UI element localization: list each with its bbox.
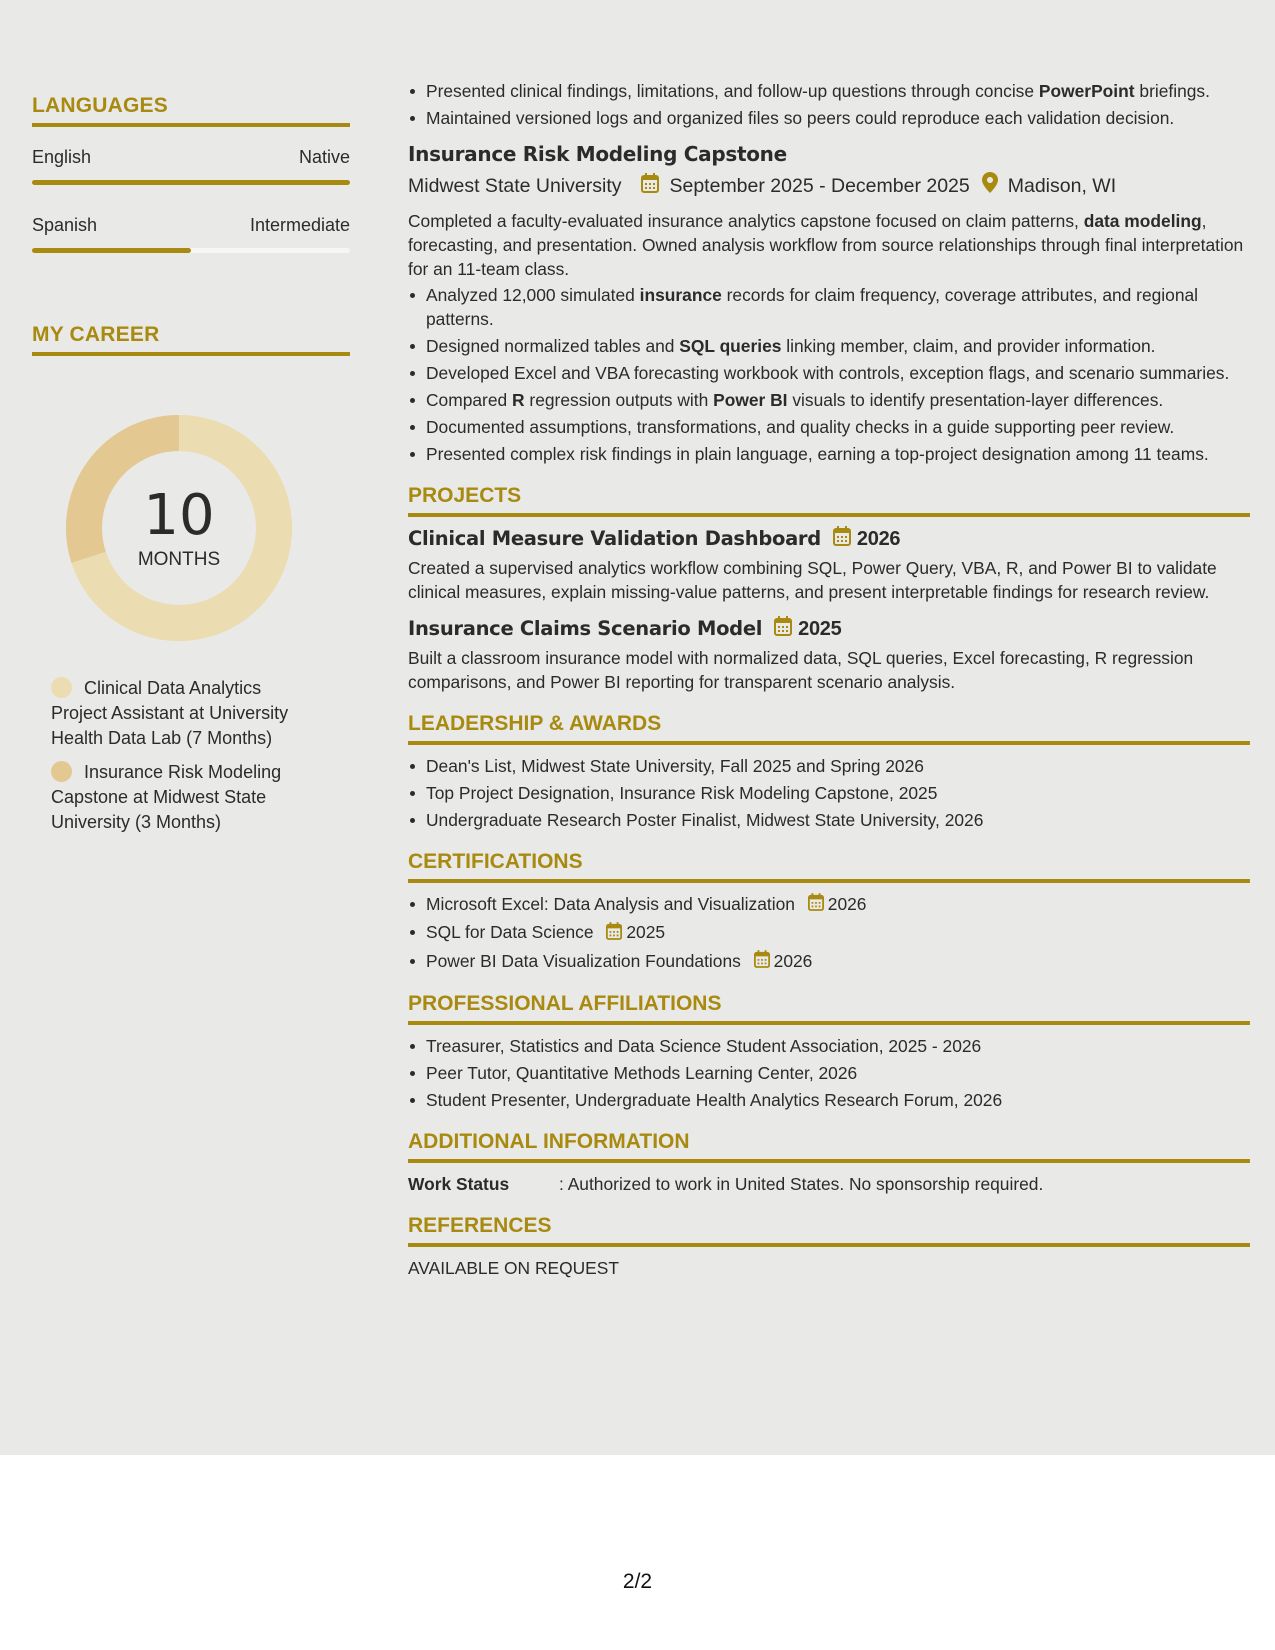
capstone-meta bbox=[408, 172, 1250, 199]
previous-role-bullets bbox=[408, 79, 1250, 130]
project-year: 2026 bbox=[856, 528, 901, 550]
certifications-heading: CERTIFICATIONS bbox=[408, 850, 1250, 883]
bullet-item: Presented complex risk findings in plain language, earning a top-project designation among 11 teams. bbox=[408, 442, 1250, 466]
languages-heading: LANGUAGES bbox=[32, 94, 350, 127]
language-proficiency-bar bbox=[32, 180, 350, 185]
additional-info-heading: ADDITIONAL INFORMATION bbox=[408, 1130, 1250, 1163]
language-level: Native bbox=[298, 147, 350, 167]
career-legend-item bbox=[51, 760, 311, 835]
calendar-icon bbox=[606, 922, 622, 946]
project-title-row bbox=[408, 526, 1250, 552]
certifications-list bbox=[408, 892, 1250, 974]
career-total-months: 10 bbox=[143, 483, 215, 548]
career-heading: MY CAREER bbox=[32, 323, 350, 356]
language-proficiency-fill bbox=[32, 248, 191, 253]
page-number: 2/2 bbox=[622, 1570, 653, 1593]
project-title: Insurance Claims Scenario Model bbox=[408, 617, 763, 640]
project-title: Clinical Measure Validation Dashboard bbox=[408, 527, 821, 550]
capstone-bullets bbox=[408, 283, 1250, 466]
calendar-icon bbox=[774, 616, 792, 642]
language-name: Spanish bbox=[32, 215, 98, 235]
capstone-title: Insurance Risk Modeling Capstone bbox=[408, 142, 787, 166]
awards-heading: LEADERSHIP & AWARDS bbox=[408, 712, 1250, 745]
bullet-item: Compared R regression outputs with Power BI visuals to identify presentation-layer differences. bbox=[408, 388, 1250, 412]
career-donut-chart bbox=[66, 415, 292, 641]
projects-heading: PROJECTS bbox=[408, 484, 1250, 517]
project-year: 2025 bbox=[798, 618, 842, 640]
list-item: Power BI Data Visualization Foundations 2026 bbox=[408, 949, 1250, 974]
work-status-row bbox=[408, 1172, 1250, 1196]
calendar-icon bbox=[641, 173, 659, 199]
bullet-item: Maintained versioned logs and organized files so peers could reproduce each validation decision. bbox=[408, 106, 1250, 130]
bullet-item: Analyzed 12,000 simulated insurance records for claim frequency, coverage attributes, and regional patterns. bbox=[408, 283, 1250, 331]
bullet-item: Developed Excel and VBA forecasting workbook with controls, exception flags, and scenario summaries. bbox=[408, 361, 1250, 385]
project-title-row bbox=[408, 616, 1250, 642]
references-text: AVAILABLE ON REQUEST bbox=[408, 1258, 620, 1279]
work-status-value: : Authorized to work in United States. No sponsorship required. bbox=[559, 1174, 1044, 1195]
references-heading: REFERENCES bbox=[408, 1214, 1250, 1247]
language-english bbox=[32, 147, 350, 185]
location-pin-icon bbox=[982, 172, 998, 199]
work-status-label: Work Status bbox=[408, 1174, 510, 1195]
capstone-location: Madison, WI bbox=[1007, 174, 1117, 197]
calendar-icon bbox=[754, 950, 770, 974]
bullet-item: Presented clinical findings, limitations, and follow-up questions through concise PowerPoint briefings. bbox=[408, 79, 1250, 103]
list-item: Microsoft Excel: Data Analysis and Visualization 2026 bbox=[408, 892, 1250, 917]
list-item: Undergraduate Research Poster Finalist, Midwest State University, 2026 bbox=[408, 808, 1250, 832]
career-total-unit: MONTHS bbox=[137, 549, 221, 570]
certification-year: 2026 bbox=[827, 894, 867, 914]
capstone-summary: Completed a faculty-evaluated insurance analytics capstone focused on claim patterns, data modeling, forecasting, and presentation. Owned analysis workflow from source relationships through final interpretation for an 11-team class. bbox=[408, 211, 1244, 279]
career-legend bbox=[51, 676, 311, 844]
list-item: SQL for Data Science 2025 bbox=[408, 920, 1250, 945]
project-description: Created a supervised analytics workflow combining SQL, Power Query, VBA, R, and Power BI to validate clinical measures, explain missing-value patterns, and present interpretable findings for research review. bbox=[408, 558, 1217, 602]
language-proficiency-fill bbox=[32, 180, 350, 185]
language-spanish bbox=[32, 215, 350, 253]
language-proficiency-bar bbox=[32, 248, 350, 253]
bullet-item: Documented assumptions, transformations, and quality checks in a guide supporting peer review. bbox=[408, 415, 1250, 439]
list-item: Student Presenter, Undergraduate Health Analytics Research Forum, 2026 bbox=[408, 1088, 1250, 1112]
bullet-item: Designed normalized tables and SQL queries linking member, claim, and provider information. bbox=[408, 334, 1250, 358]
calendar-icon bbox=[808, 893, 824, 917]
affiliations-heading: PROFESSIONAL AFFILIATIONS bbox=[408, 992, 1250, 1025]
project-description: Built a classroom insurance model with normalized data, SQL queries, Excel forecasting, R regression comparisons, and Power BI reporting for transparent scenario analysis. bbox=[408, 648, 1194, 692]
language-name: English bbox=[32, 147, 92, 167]
awards-list bbox=[408, 754, 1250, 832]
language-level: Intermediate bbox=[249, 215, 350, 235]
legend-label: Clinical Data Analytics Project Assistant at University Health Data Lab (7 Months) bbox=[51, 678, 289, 748]
list-item: Peer Tutor, Quantitative Methods Learning Center, 2026 bbox=[408, 1061, 1250, 1085]
certification-year: 2025 bbox=[626, 922, 666, 943]
capstone-org: Midwest State University bbox=[408, 174, 622, 197]
list-item: Top Project Designation, Insurance Risk Modeling Capstone, 2025 bbox=[408, 781, 1250, 805]
list-item: Dean's List, Midwest State University, Fall 2025 and Spring 2026 bbox=[408, 754, 1250, 778]
career-legend-item bbox=[51, 676, 311, 751]
sidebar bbox=[32, 94, 350, 356]
main-column bbox=[408, 79, 1250, 1280]
legend-dot bbox=[51, 677, 72, 698]
calendar-icon bbox=[833, 526, 851, 552]
legend-label: Insurance Risk Modeling Capstone at Midwest State University (3 Months) bbox=[51, 762, 282, 832]
affiliations-list bbox=[408, 1034, 1250, 1112]
capstone-dates: September 2025 - December 2025 bbox=[669, 174, 970, 197]
list-item: Treasurer, Statistics and Data Science Student Association, 2025 - 2026 bbox=[408, 1034, 1250, 1058]
certification-year: 2026 bbox=[773, 950, 813, 971]
legend-dot bbox=[51, 761, 72, 782]
